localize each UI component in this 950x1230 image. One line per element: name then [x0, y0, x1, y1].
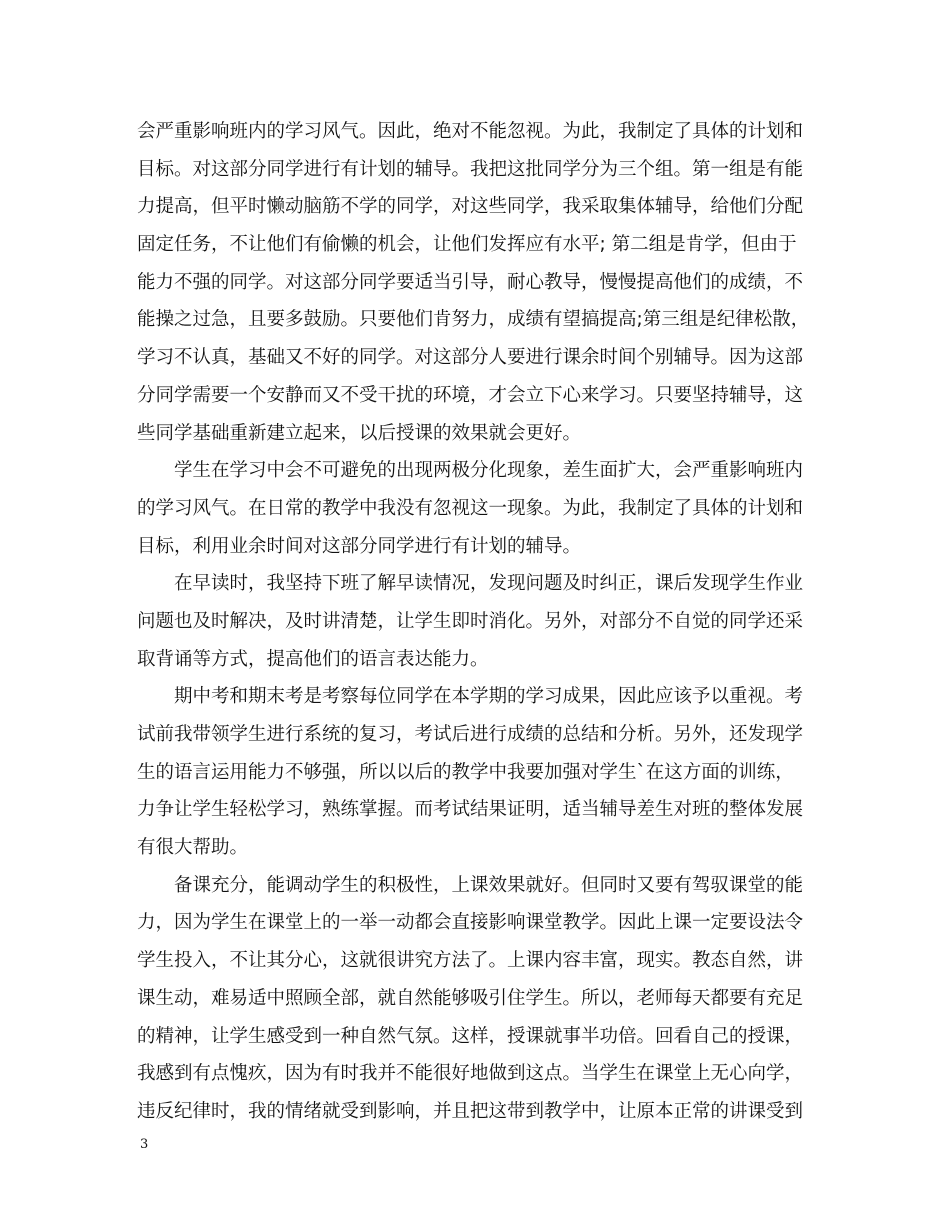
text-line: 目标，利用业余时间对这部分同学进行有计划的辅导。	[137, 535, 582, 557]
text-line: 分同学需要一个安静而又不受干扰的环境，才会立下心来学习。只要坚持辅导，这	[137, 384, 804, 406]
text-line: 学生投入，不让其分心，这就很讲究方法了。上课内容丰富，现实。教态自然，讲	[137, 950, 804, 972]
text-line: 取背诵等方式，提高他们的语言表达能力。	[137, 648, 489, 670]
text-line: 能操之过急，且要多鼓励。只要他们肯努力，成绩有望搞提高;第三组是纪律松散，	[137, 309, 810, 331]
text-line: 固定任务，不让他们有偷懒的机会，让他们发挥应有水平; 第二组是肯学，但由于	[137, 234, 797, 256]
text-line: 些同学基础重新建立起来，以后授课的效果就会更好。	[137, 422, 582, 444]
text-line: 我感到有点愧疚，因为有时我并不能很好地做到这点。当学生在课堂上无心向学，	[137, 1063, 804, 1085]
paragraph-first-line: 备课充分，能调动学生的积极性，上课效果就好。但同时又要有驾驭课堂的能	[174, 874, 804, 896]
paragraph-first-line: 学生在学习中会不可避免的出现两极分化现象，差生面扩大，会严重影响班内	[174, 460, 804, 482]
text-line: 违反纪律时，我的情绪就受到影响，并且把这带到教学中，让原本正常的讲课受到	[137, 1100, 804, 1122]
body-text	[137, 113, 817, 1131]
text-line: 力争让学生轻松学习，熟练掌握。而考试结果证明，适当辅导差生对班的整体发展	[137, 799, 804, 821]
text-line: 问题也及时解决，及时讲清楚，让学生即时消化。另外，对部分不自觉的同学还采	[137, 610, 804, 632]
text-line: 会严重影响班内的学习风气。因此，绝对不能忽视。为此，我制定了具体的计划和	[137, 121, 804, 142]
text-line: 生的语言运用能力不够强，所以以后的教学中我要加强对学生`在这方面的训练，	[137, 761, 794, 783]
paragraph-first-line: 期中考和期末考是考察每位同学在本学期的学习成果，因此应该予以重视。考	[174, 686, 804, 708]
text-line: 目标。对这部分同学进行有计划的辅导。我把这批同学分为三个组。第一组是有能	[137, 158, 804, 180]
text-line: 有很大帮助。	[137, 837, 249, 859]
text-line: 试前我带领学生进行系统的复习，考试后进行成绩的总结和分析。另外，还发现学	[137, 724, 804, 745]
text-line: 的学习风气。在日常的教学中我没有忽视这一现象。为此，我制定了具体的计划和	[137, 497, 804, 519]
page-number: 3	[140, 1137, 149, 1152]
text-line: 力，因为学生在课堂上的一举一动都会直接影响课堂教学。因此上课一定要设法令	[137, 912, 804, 934]
text-line: 能力不强的同学。对这部分同学要适当引导，耐心教导，慢慢提高他们的成绩，不	[137, 271, 804, 293]
text-line: 学习不认真，基础又不好的同学。对这部分人要进行课余时间个别辅导。因为这部	[137, 347, 804, 369]
text-line: 的精神，让学生感受到一种自然气氛。这样，授课就事半功倍。回看自己的授课，	[137, 1025, 804, 1047]
text-line: 力提高，但平时懒动脑筋不学的同学，对这些同学，我采取集体辅导，给他们分配	[137, 196, 804, 218]
text-line: 课生动，难易适中照顾全部，就自然能够吸引住学生。所以，老师每天都要有充足	[137, 987, 804, 1009]
paragraph-first-line: 在早读时，我坚持下班了解早读情况，发现问题及时纠正，课后发现学生作业	[174, 573, 804, 595]
